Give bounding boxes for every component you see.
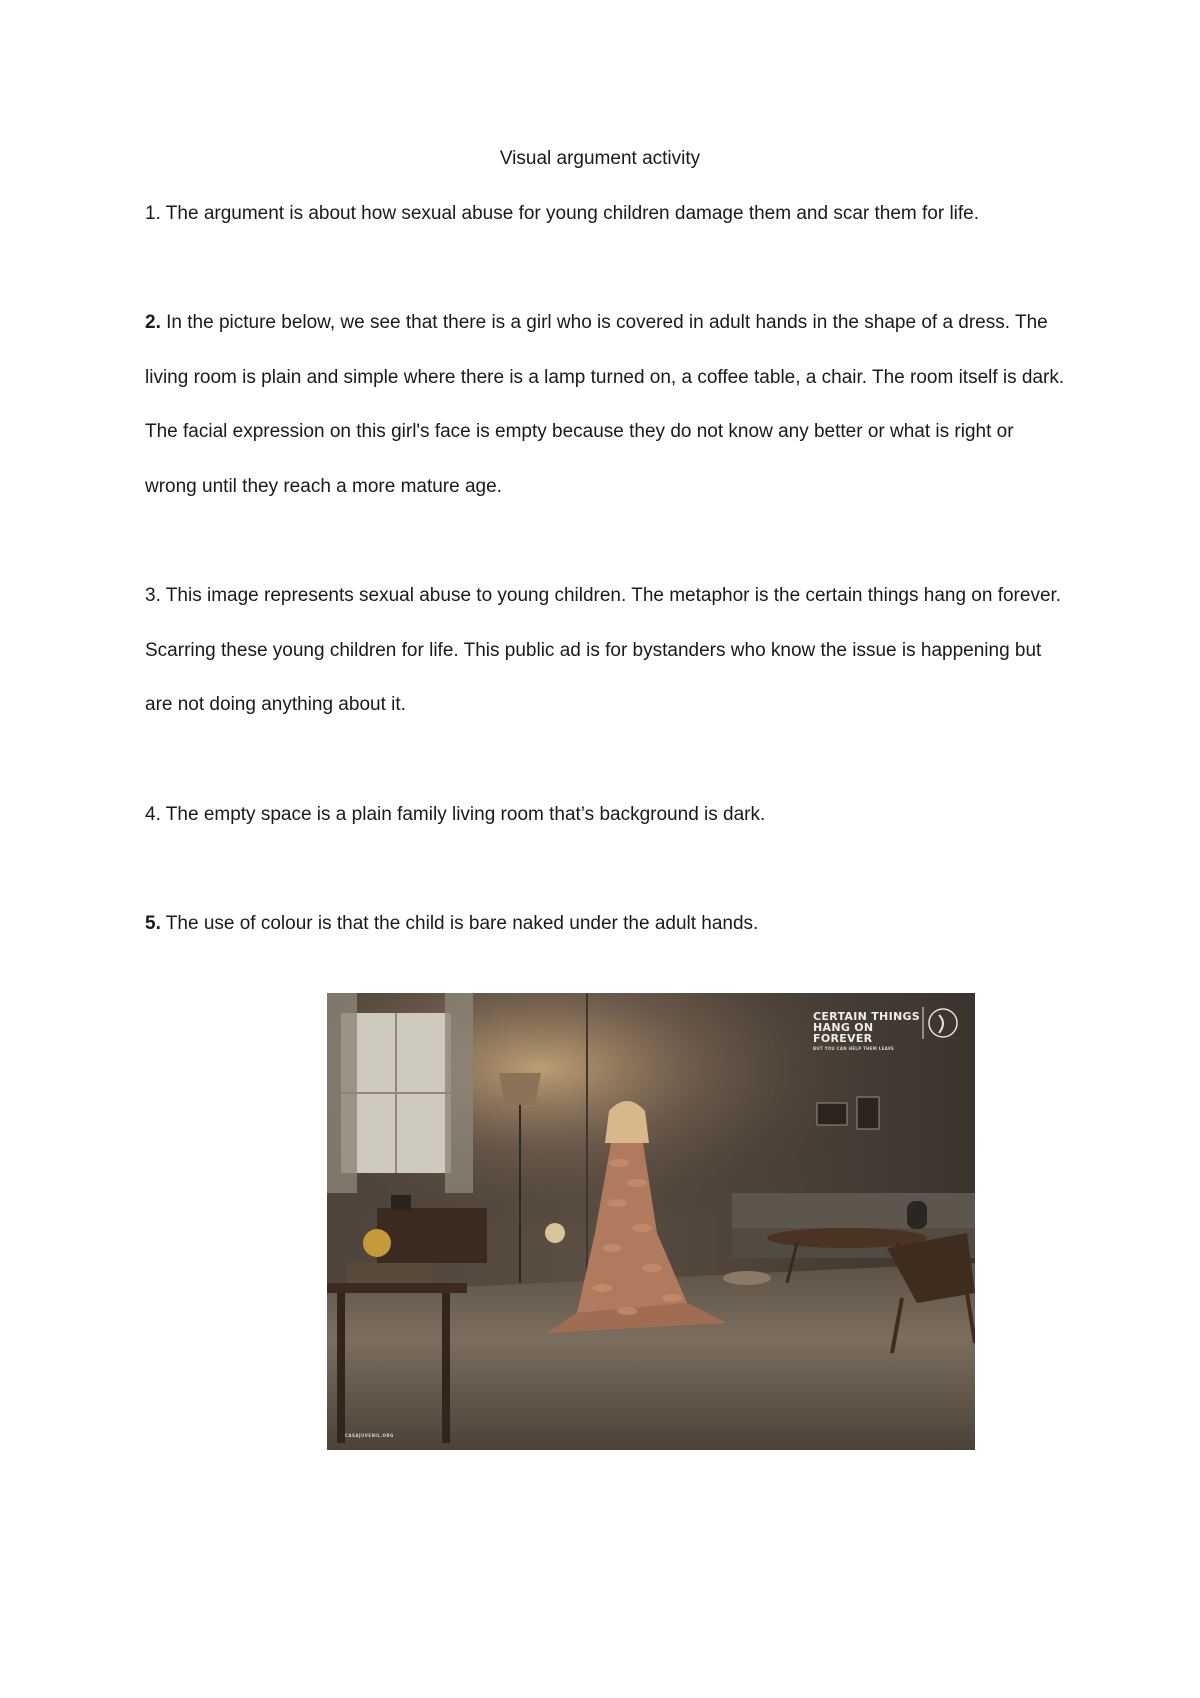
paragraph-text: The empty space is a plain family living room that’s background is dark. (160, 804, 766, 825)
wall-picture (817, 1103, 847, 1125)
paragraph-number: 1. (145, 203, 161, 224)
paragraph-number: 4. (145, 804, 161, 825)
curtain-right (445, 993, 473, 1193)
ad-footer-url: CASAJUVENIL.ORG (345, 1433, 394, 1438)
paragraph-1 (145, 187, 1070, 242)
sofa-back (732, 1193, 975, 1233)
paragraph-text: This image represents sexual abuse to young children. The metaphor is the certain things hang on forever. Scarring these young children for life. This public ad is for bystanders who know the issue is happening but are not doing anything about it. (145, 585, 1062, 715)
curtain-left (327, 993, 357, 1193)
wall-picture (857, 1097, 879, 1129)
side-table-leg (337, 1293, 345, 1443)
page-title: Visual argument activity (499, 148, 701, 169)
doll (545, 1223, 565, 1243)
books (347, 1263, 432, 1283)
cabinet (377, 1208, 487, 1263)
tv (391, 1195, 411, 1210)
paragraph-number: 5. (145, 913, 161, 934)
paragraph-number: 3. (145, 585, 161, 606)
ad-photo (327, 993, 975, 1450)
dog (723, 1271, 771, 1285)
paragraph-3 (145, 569, 1070, 733)
paragraph-number: 2. (145, 312, 161, 333)
toy (363, 1229, 391, 1257)
ad-headline-line-2: HANG ON FOREVER (813, 1021, 874, 1045)
ad-headline-line-1: CERTAIN THINGS (813, 1010, 921, 1023)
paragraph-text: The argument is about how sexual abuse for young children damage them and scar them for life. (160, 203, 980, 224)
side-table-leg (442, 1293, 450, 1443)
paragraph-4 (145, 788, 1070, 843)
ad-headline (813, 1011, 923, 1052)
ad-tagline: BUT YOU CAN HELP THEM LEAVE (813, 1046, 895, 1051)
side-table-top (327, 1283, 467, 1293)
vase (907, 1201, 927, 1229)
ad-photo-illustration (327, 993, 975, 1450)
lamp-shade (499, 1073, 541, 1105)
paragraph-5 (145, 897, 1070, 952)
paragraph-text: The use of colour is that the child is bare naked under the adult hands. (160, 913, 759, 934)
paragraph-2 (145, 296, 1070, 514)
paragraph-text: In the picture below, we see that there is a girl who is covered in adult hands in the shape of a dress. The living room is plain and simple where there is a lamp turned on, a coffee table, a chair. The room itself is dark. The facial expression on this girl's face is empty because they do not know any better or what is right or wrong until they reach a more mature age. (145, 312, 1065, 497)
